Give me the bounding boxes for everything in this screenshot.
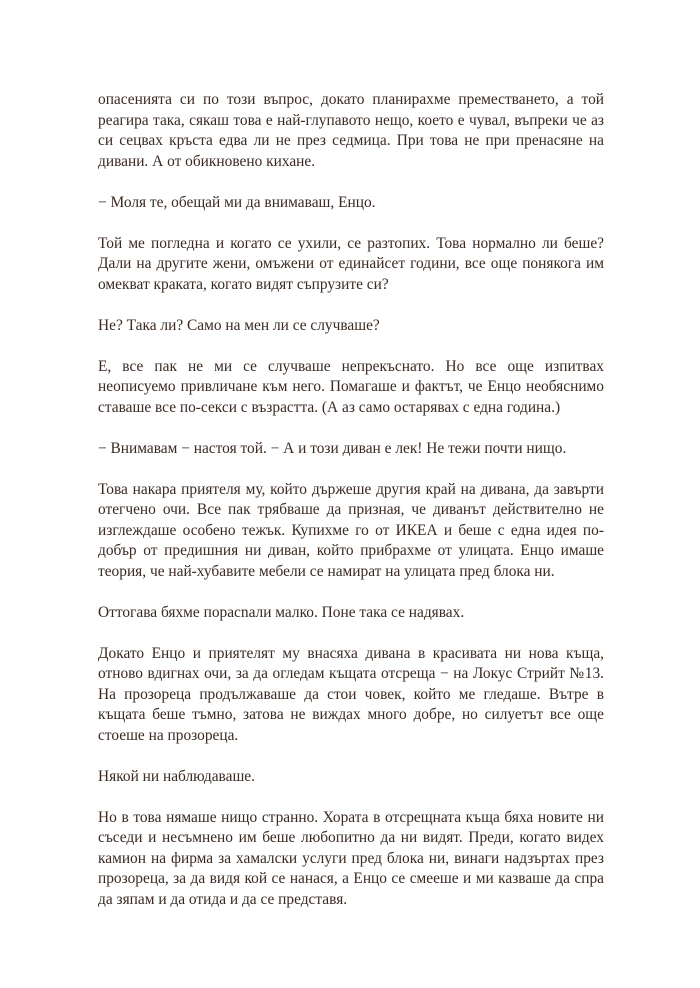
body-text xyxy=(98,90,604,931)
paragraph: Не? Така ли? Само на мен ли се случваше? xyxy=(98,316,380,334)
paragraph: опасенията си по този въпрос, докато планирахме преместването, а той реагира така, сякаш това е най-глупавото нещо, което е чувал, въпреки че аз си сецвах кръста едва ли не през седмица. При това не при пренасяне на дивани. А от обикновено кихане. xyxy=(98,91,604,170)
paragraph: Някой ни наблюдаваше. xyxy=(98,767,255,785)
paragraph: − Моля те, обещай ми да внимаваш, Енцо. xyxy=(98,193,376,211)
paragraph: Но в това нямаше нищо странно. Хората в отсрещната къща бяха новите ни съседи и несъмнено им беше любопитно да ни видят. Преди, когато видех камион на фирма за хамалски услуги пред блока ни, винаги надзъртах през прозореца, за да видя кой се нанася, а Енцо се смееше и ми казваше да спра да зяпам и да отида и да се представя. xyxy=(98,808,604,908)
paragraph: Оттогава бяхме порасnали малко. Поне така се надявах. xyxy=(98,603,465,621)
paragraph: Това накара приятеля му, който държеше другия край на дивана, да завърти отегчено очи. Все пак трябваше да призная, че диванът действително не изглеждаше особено тежък. Купихме го от ИКЕА и беше с една идея по-добър от предишния ни диван, който прибрахме от улицата. Енцо имаше теория, че най-хубавите мебели се намират на улицата пред блока ни. xyxy=(98,480,604,580)
paragraph: − Внимавам − настоя той. − А и този диван е лек! Не тежи почти нищо. xyxy=(98,439,567,457)
paragraph: Е, все пак не ми се случваше непрекъснато. Но все още изпитвах неописуемо привличане към него. Помагаше и фактът, че Енцо необяснимо ставаше все по-секси с възрастта. (А аз само остарявах с една година.) xyxy=(98,357,604,416)
paragraph: Той ме погледна и когато се ухили, се разтопих. Това нормално ли беше? Дали на другите жени, омъжени от единайсет години, все още понякога им омекват краката, когато видят съпрузите си? xyxy=(98,234,604,293)
paragraph: Докато Енцо и приятелят му внасяха дивана в красивата ни нова къща, отново вдигнах очи, за да огледам къщата отсреща − на Локус Стрийт №13. На прозореца продължаваше да стои човек, който ме гледаше. Вътре в къщата беше тъмно, затова не виждах много добре, но силуетът все още стоеше на прозореца. xyxy=(98,644,604,744)
